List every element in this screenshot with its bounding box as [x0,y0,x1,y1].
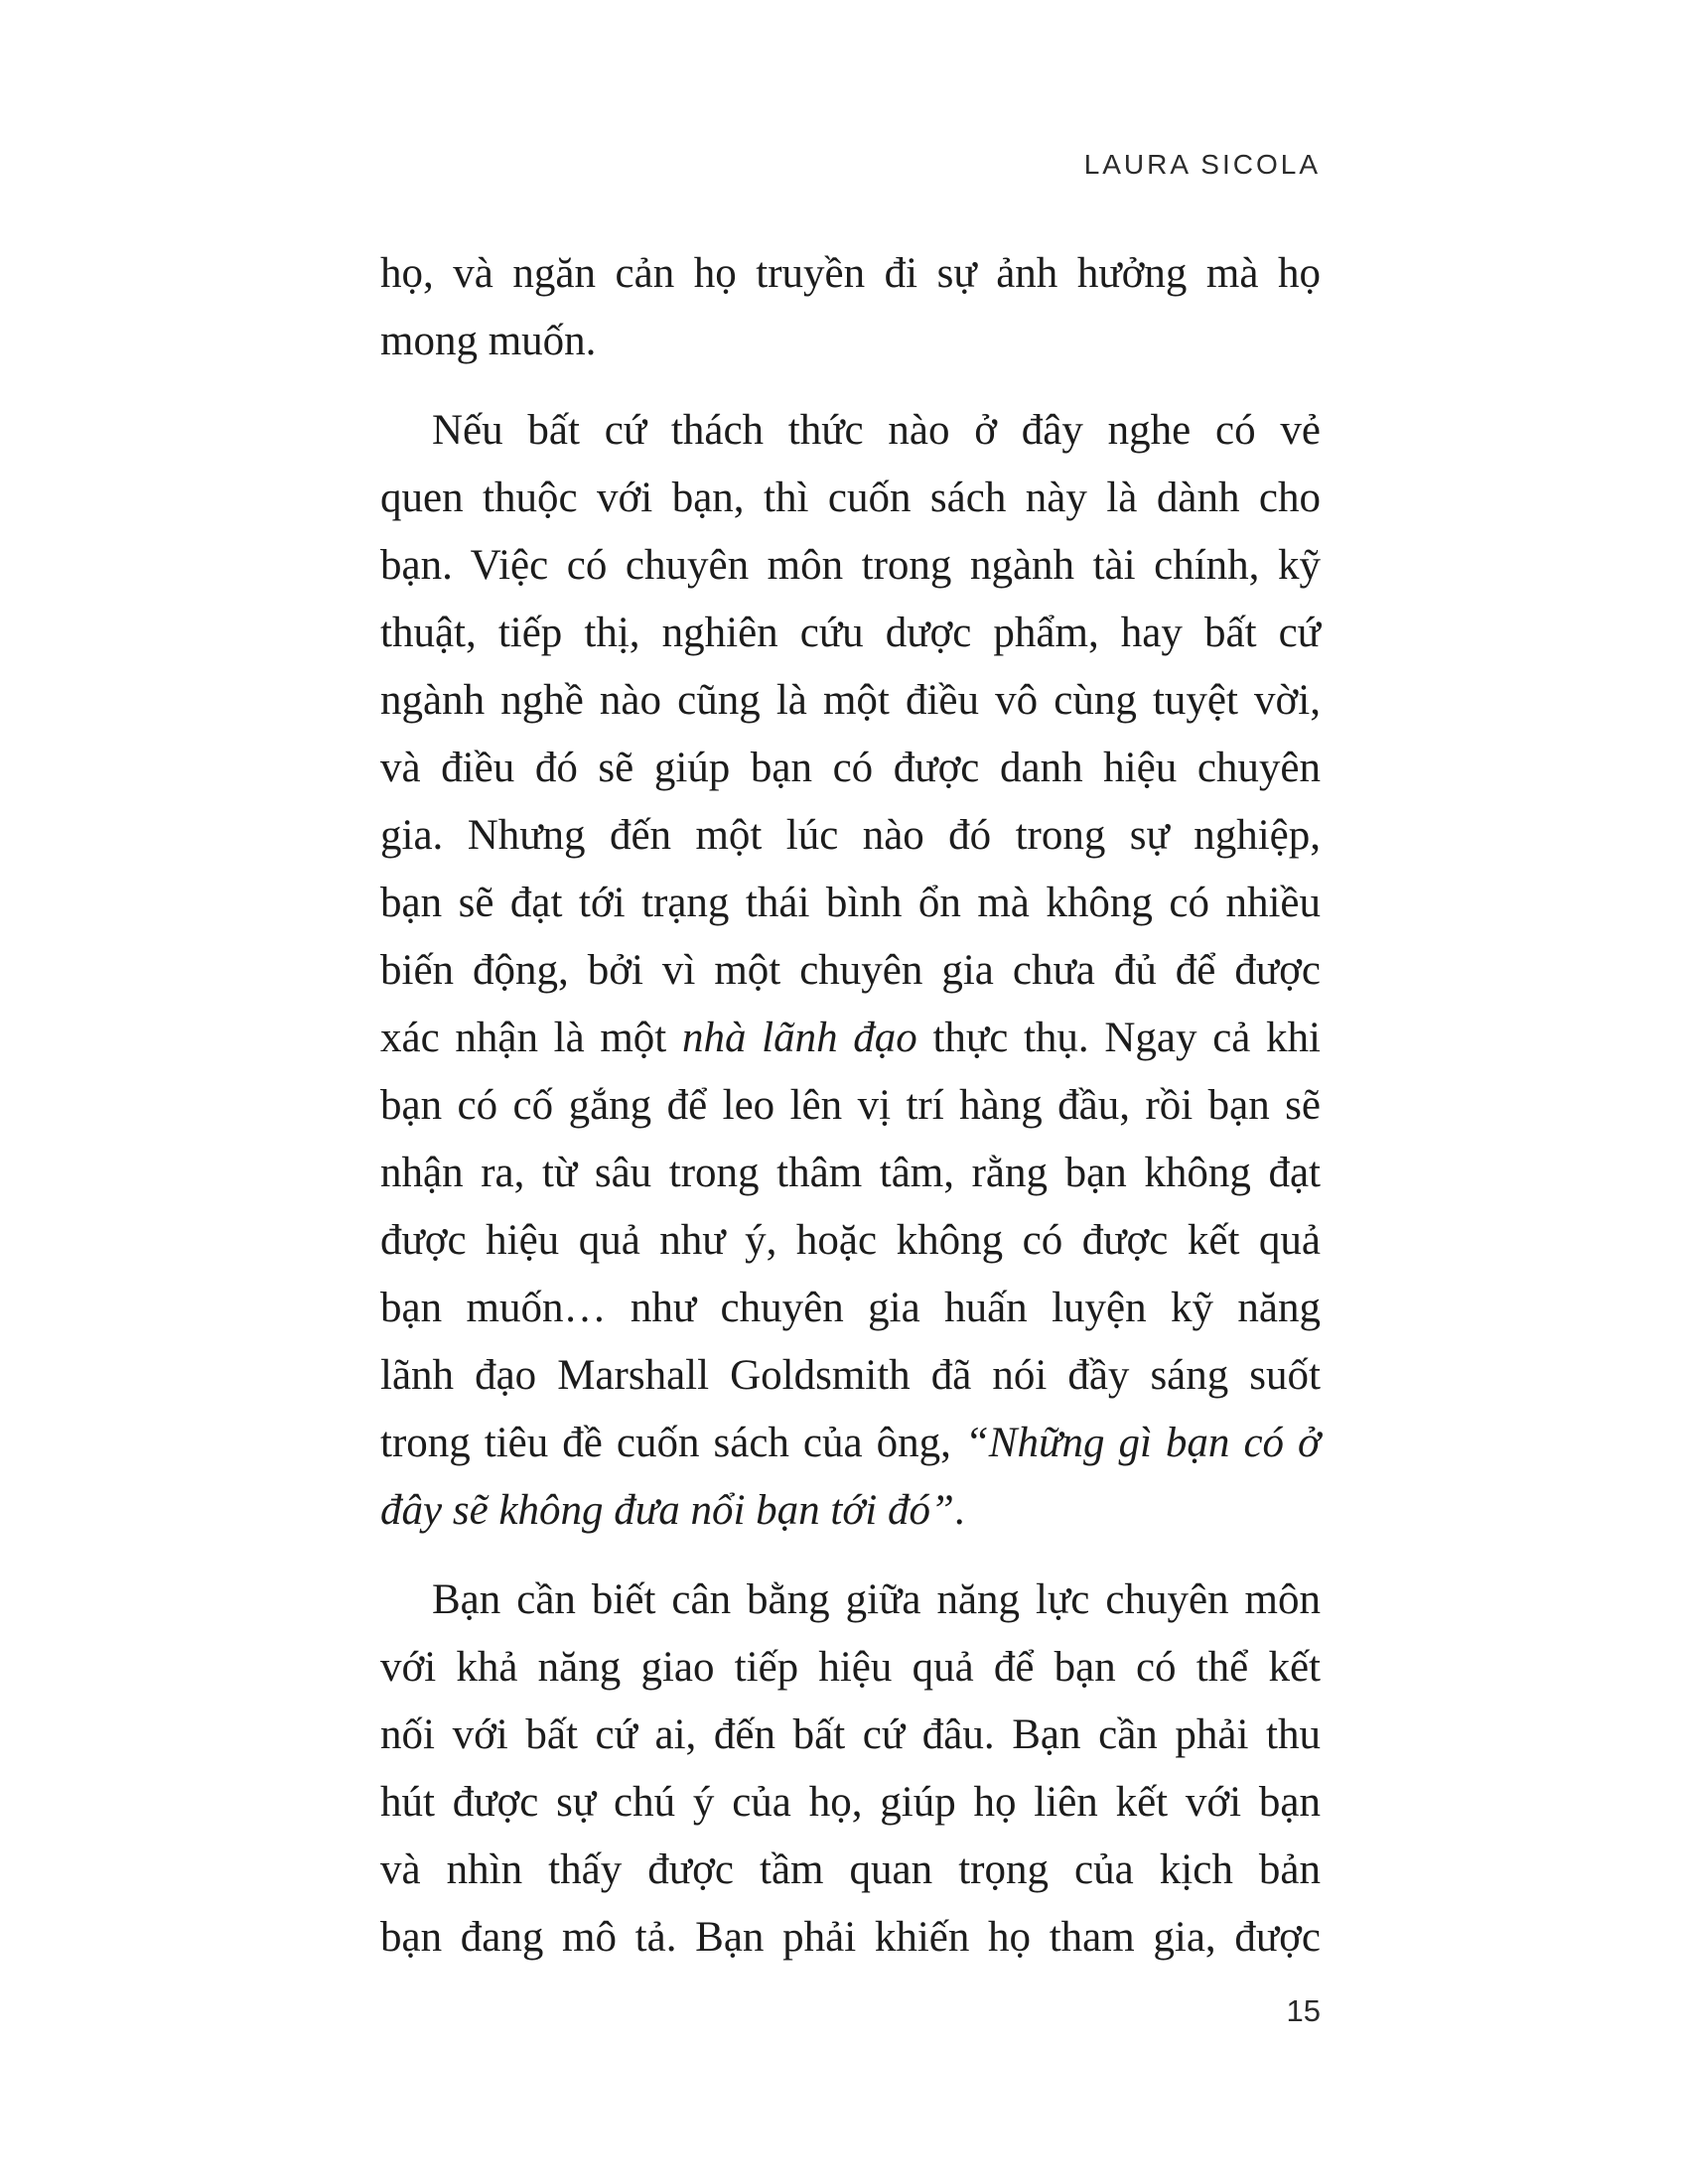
body-line [380,1275,1321,1342]
body-line [380,1140,1321,1207]
body-line [380,600,1321,667]
body-line [380,870,1321,937]
text-segment: thuật, tiếp thị, nghiên cứu dược phẩm, hay bất cứ [380,610,1321,656]
text-segment: lãnh đạo Marshall Goldsmith đã nói đầy sáng suốt [380,1352,1321,1399]
paragraph [380,1567,1321,1972]
text-segment: bạn có cố gắng để leo lên vị trí hàng đầu, rồi bạn sẽ [380,1082,1321,1129]
text-segment: xác nhận là một [380,1015,682,1061]
body-line [380,1702,1321,1769]
text-segment: . [953,1487,965,1534]
italic-text-segment: nhà lãnh đạo [681,1015,917,1061]
text-segment: bạn. Việc có chuyên môn trong ngành tài chính, kỹ [380,542,1321,589]
text-segment: và nhìn thấy được tầm quan trọng của kịch bản [380,1846,1321,1893]
body-line [380,1904,1321,1972]
body-line [380,1634,1321,1702]
text-segment: bạn muốn… như chuyên gia huấn luyện kỹ năng [380,1285,1321,1331]
paragraph [380,397,1321,1545]
body-line [380,465,1321,532]
text-segment: bạn đang mô tả. Bạn phải khiến họ tham gia, được [380,1914,1321,1961]
body-line [380,240,1321,308]
running-header-author: LAURA SICOLA [1083,149,1321,180]
text-segment: thực thụ. Ngay cả khi [916,1015,1321,1061]
text-segment: nối với bất cứ ai, đến bất cứ đâu. Bạn cần phải thu [380,1711,1321,1758]
body-line [380,802,1321,870]
body-line [380,1207,1321,1275]
text-segment: mong muốn. [380,318,597,364]
body-line [380,735,1321,802]
body-text [380,240,1321,1972]
body-line [380,1072,1321,1140]
paragraph [380,240,1321,375]
text-segment: quen thuộc với bạn, thì cuốn sách này là dành cho [380,475,1321,521]
text-segment: được hiệu quả như ý, hoặc không có được kết quả [380,1217,1321,1264]
text-segment: ngành nghề nào cũng là một điều vô cùng tuyệt vời, [380,677,1321,724]
body-line [380,1477,1321,1545]
text-segment: trong tiêu đề cuốn sách của ông, [380,1420,965,1466]
body-line [380,937,1321,1005]
italic-text-segment: “Những gì bạn có ở [964,1420,1321,1466]
body-line [380,397,1321,465]
text-segment: biến động, bởi vì một chuyên gia chưa đủ để được [380,947,1321,994]
text-segment: Bạn cần biết cân bằng giữa năng lực chuyên môn [432,1576,1321,1623]
text-segment: với khả năng giao tiếp hiệu quả để bạn có thể kết [380,1644,1321,1691]
body-line [380,1837,1321,1904]
body-line [380,667,1321,735]
text-segment: Nếu bất cứ thách thức nào ở đây nghe có vẻ [432,407,1321,454]
text-segment: hút được sự chú ý của họ, giúp họ liên kết với bạn [380,1779,1321,1826]
body-line [380,1005,1321,1072]
body-line [380,1342,1321,1410]
text-segment: bạn sẽ đạt tới trạng thái bình ổn mà không có nhiều [380,880,1321,926]
body-line [380,308,1321,375]
text-segment: và điều đó sẽ giúp bạn có được danh hiệu chuyên [380,745,1321,791]
body-line [380,1567,1321,1634]
italic-text-segment: đây sẽ không đưa nổi bạn tới đó” [380,1487,954,1534]
text-segment: gia. Nhưng đến một lúc nào đó trong sự nghiệp, [380,812,1321,859]
body-line [380,532,1321,600]
body-line [380,1410,1321,1477]
text-segment: họ, và ngăn cản họ truyền đi sự ảnh hưởng mà họ [380,250,1321,297]
text-segment: nhận ra, từ sâu trong thâm tâm, rằng bạn không đạt [380,1150,1321,1196]
page-number: 15 [1286,1993,1321,2028]
body-line [380,1769,1321,1837]
